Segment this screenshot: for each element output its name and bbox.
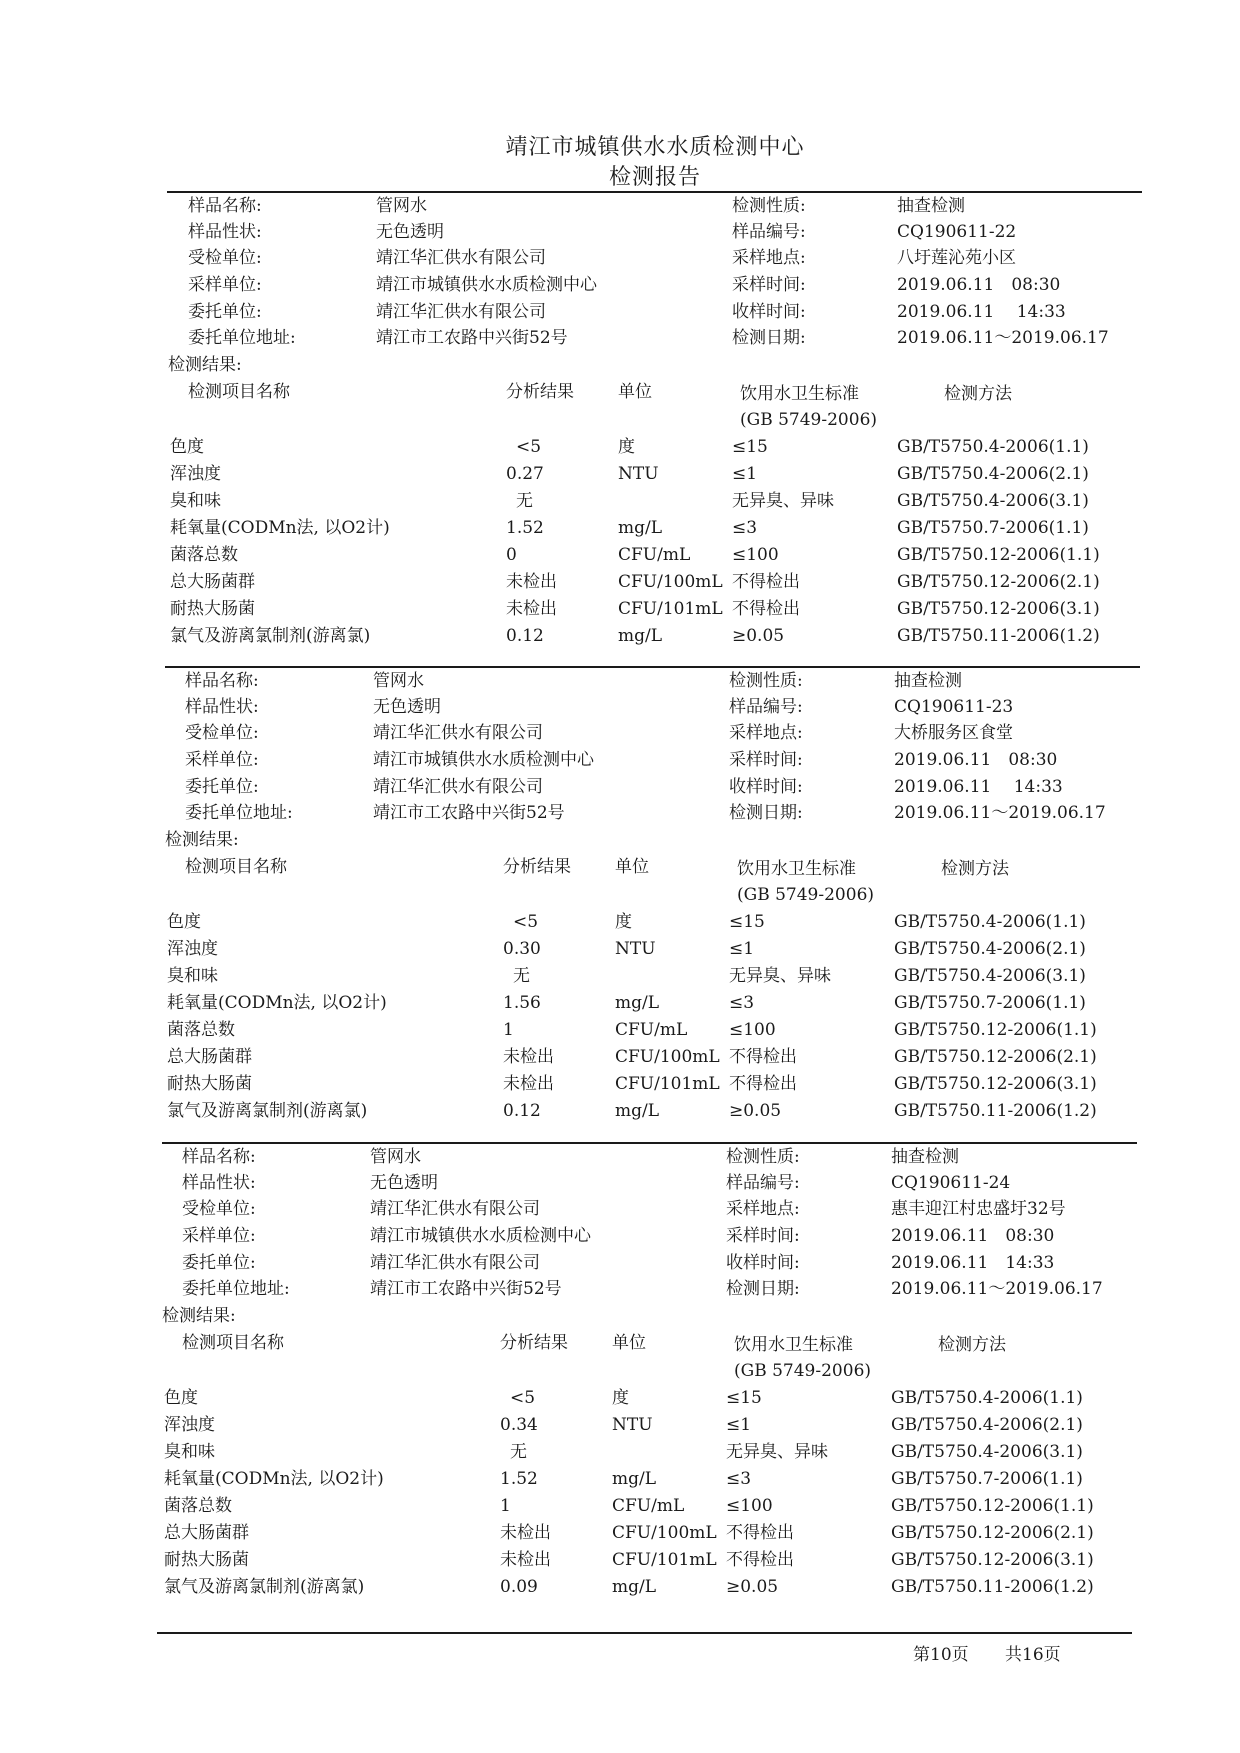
label-sample-name: 样品名称:: [188, 196, 262, 216]
value-client-unit: 靖江华汇供水有限公司: [370, 1253, 540, 1273]
row-unit: CFU/100mL: [615, 1047, 720, 1067]
row-item: 菌落总数: [164, 1496, 232, 1516]
label-sampling-site: 采样地点:: [726, 1199, 800, 1219]
label-client-address: 委托单位地址:: [185, 803, 293, 823]
col-header-item: 检测项目名称: [185, 857, 287, 877]
row-item: 浑浊度: [170, 464, 221, 484]
row-result: 0.09: [500, 1577, 538, 1597]
value-client-unit: 靖江华汇供水有限公司: [373, 777, 543, 797]
row-method: GB/T5750.4-2006(1.1): [891, 1388, 1083, 1408]
row-standard: ≤100: [732, 545, 779, 565]
label-client-address: 委托单位地址:: [188, 328, 296, 348]
row-unit: mg/L: [618, 518, 663, 538]
row-standard: 不得检出: [732, 572, 800, 592]
value-sampling-time: 2019.06.11 08:30: [891, 1226, 1055, 1246]
row-unit: NTU: [618, 464, 659, 484]
value-inspected-unit: 靖江华汇供水有限公司: [370, 1199, 540, 1219]
row-method: GB/T5750.12-2006(2.1): [894, 1047, 1097, 1067]
row-result: <5: [513, 912, 539, 932]
row-method: GB/T5750.7-2006(1.1): [891, 1469, 1083, 1489]
row-method: GB/T5750.12-2006(1.1): [897, 545, 1100, 565]
row-unit: CFU/101mL: [615, 1074, 720, 1094]
row-result: 1: [503, 1020, 514, 1040]
label-test-date: 检测日期:: [732, 328, 806, 348]
col-header-result: 分析结果: [500, 1333, 568, 1353]
row-standard: 不得检出: [726, 1523, 794, 1543]
row-method: GB/T5750.4-2006(2.1): [894, 939, 1086, 959]
row-method: GB/T5750.4-2006(2.1): [897, 464, 1089, 484]
row-standard: ≤3: [732, 518, 758, 538]
col-header-unit: 单位: [618, 382, 652, 402]
row-item: 总大肠菌群: [164, 1523, 249, 1543]
sample-section-1: [0, 0, 1240, 646]
value-sample-no: CQ190611-23: [894, 697, 1014, 717]
row-unit: 度: [618, 437, 635, 457]
row-standard: ≤3: [726, 1469, 752, 1489]
label-sample-state: 样品性状:: [182, 1173, 256, 1193]
row-standard: 无异臭、异味: [732, 491, 834, 511]
label-client-unit: 委托单位:: [182, 1253, 256, 1273]
col-header-standard: 饮用水卫生标准: [740, 384, 859, 404]
row-unit: CFU/mL: [612, 1496, 685, 1516]
row-standard: ≥0.05: [726, 1577, 779, 1597]
row-item: 耗氧量(CODMn法, 以O2计): [167, 993, 387, 1013]
row-method: GB/T5750.4-2006(2.1): [891, 1415, 1083, 1435]
col-header-standard-code: (GB 5749-2006): [740, 410, 878, 430]
label-client-address: 委托单位地址:: [182, 1279, 290, 1299]
label-sampling-site: 采样地点:: [729, 723, 803, 743]
label-inspected-unit: 受检单位:: [182, 1199, 256, 1219]
org-title: 靖江市城镇供水水质检测中心: [505, 135, 805, 160]
row-result: <5: [516, 437, 542, 457]
row-result: 未检出: [506, 599, 557, 619]
label-sample-state: 样品性状:: [188, 222, 262, 242]
row-item: 总大肠菌群: [167, 1047, 252, 1067]
row-standard: ≤15: [732, 437, 768, 457]
row-standard: ≥0.05: [729, 1101, 782, 1121]
col-header-method: 检测方法: [938, 1335, 1006, 1355]
row-item: 臭和味: [164, 1442, 215, 1462]
row-unit: CFU/100mL: [618, 572, 723, 592]
row-standard: ≥0.05: [732, 626, 785, 646]
label-sampling-unit: 采样单位:: [188, 275, 262, 295]
row-method: GB/T5750.12-2006(3.1): [894, 1074, 1097, 1094]
row-result: 0.30: [503, 939, 541, 959]
label-sample-no: 样品编号:: [732, 222, 806, 242]
sample-section-2: [0, 475, 1237, 1121]
row-item: 耐热大肠菌: [170, 599, 255, 619]
row-item: 总大肠菌群: [170, 572, 255, 592]
value-state: 无色透明: [376, 222, 444, 242]
row-result: 未检出: [500, 1550, 551, 1570]
col-header-result: 分析结果: [503, 857, 571, 877]
row-unit: CFU/mL: [618, 545, 691, 565]
row-result: 1.52: [506, 518, 544, 538]
label-sampling-unit: 采样单位:: [185, 750, 259, 770]
label-sample-name: 样品名称:: [182, 1147, 256, 1167]
row-method: GB/T5750.4-2006(3.1): [891, 1442, 1083, 1462]
value-sampling-time: 2019.06.11 08:30: [897, 275, 1061, 295]
value-client-address: 靖江市工农路中兴街52号: [373, 803, 565, 823]
col-header-result: 分析结果: [506, 382, 574, 402]
value-test-date: 2019.06.11～2019.06.17: [894, 803, 1106, 823]
value-nature: 抽查检测: [894, 671, 962, 691]
bottom-rule: [157, 1632, 1132, 1634]
col-header-standard: 饮用水卫生标准: [734, 1335, 853, 1355]
row-result: 无: [510, 1442, 527, 1462]
value-receipt-time: 2019.06.11 14:33: [897, 302, 1066, 322]
row-standard: ≤100: [729, 1020, 776, 1040]
label-sample-name: 样品名称:: [185, 671, 259, 691]
label-nature: 检测性质:: [729, 671, 803, 691]
col-header-unit: 单位: [612, 1333, 646, 1353]
row-item: 臭和味: [167, 966, 218, 986]
row-result: 0.12: [503, 1101, 541, 1121]
value-site: 惠丰迎江村忠盛圩32号: [891, 1199, 1066, 1219]
row-method: GB/T5750.4-2006(3.1): [894, 966, 1086, 986]
row-unit: CFU/101mL: [612, 1550, 717, 1570]
value-sample-no: CQ190611-24: [891, 1173, 1011, 1193]
value-receipt-time: 2019.06.11 14:33: [894, 777, 1063, 797]
value-test-date: 2019.06.11～2019.06.17: [897, 328, 1109, 348]
value-inspected-unit: 靖江华汇供水有限公司: [373, 723, 543, 743]
report-title: 检测报告: [608, 165, 701, 190]
results-label: 检测结果:: [162, 1306, 236, 1326]
row-unit: NTU: [615, 939, 656, 959]
row-result: 未检出: [500, 1523, 551, 1543]
value-site: 八圩莲沁苑小区: [897, 248, 1016, 268]
row-result: 无: [516, 491, 533, 511]
row-item: 氯气及游离氯制剂(游离氯): [170, 626, 371, 646]
value-name: 管网水: [370, 1147, 421, 1167]
row-result: 0.12: [506, 626, 544, 646]
row-method: GB/T5750.4-2006(3.1): [897, 491, 1089, 511]
row-standard: ≤15: [729, 912, 765, 932]
row-standard: ≤100: [726, 1496, 773, 1516]
row-method: GB/T5750.12-2006(3.1): [897, 599, 1100, 619]
col-header-method: 检测方法: [944, 384, 1012, 404]
value-inspected-unit: 靖江华汇供水有限公司: [376, 248, 546, 268]
value-sampling-time: 2019.06.11 08:30: [894, 750, 1058, 770]
row-standard: ≤1: [726, 1415, 752, 1435]
row-item: 色度: [170, 437, 204, 457]
row-item: 耐热大肠菌: [167, 1074, 252, 1094]
row-method: GB/T5750.11-2006(1.2): [894, 1101, 1097, 1121]
value-receipt-time: 2019.06.11 14:33: [891, 1253, 1055, 1273]
row-unit: CFU/100mL: [612, 1523, 717, 1543]
label-sampling-unit: 采样单位:: [182, 1226, 256, 1246]
value-nature: 抽查检测: [897, 196, 965, 216]
col-header-standard-code: (GB 5749-2006): [737, 885, 875, 905]
row-item: 色度: [164, 1388, 198, 1408]
value-site: 大桥服务区食堂: [894, 723, 1013, 743]
row-unit: NTU: [612, 1415, 653, 1435]
label-sampling-time: 采样时间:: [729, 750, 803, 770]
row-result: 1: [500, 1496, 511, 1516]
page-number: 第10页: [913, 1645, 969, 1665]
row-standard: ≤15: [726, 1388, 762, 1408]
row-method: GB/T5750.11-2006(1.2): [897, 626, 1100, 646]
value-sampling-unit: 靖江市城镇供水水质检测中心: [373, 750, 594, 770]
row-unit: 度: [612, 1388, 629, 1408]
label-sample-state: 样品性状:: [185, 697, 259, 717]
row-unit: mg/L: [612, 1577, 657, 1597]
row-unit: CFU/101mL: [618, 599, 723, 619]
label-test-date: 检测日期:: [729, 803, 803, 823]
row-item: 色度: [167, 912, 201, 932]
label-sampling-time: 采样时间:: [732, 275, 806, 295]
row-standard: ≤1: [729, 939, 755, 959]
row-item: 耐热大肠菌: [164, 1550, 249, 1570]
row-result: 0: [506, 545, 517, 565]
row-unit: mg/L: [612, 1469, 657, 1489]
row-result: <5: [510, 1388, 536, 1408]
col-header-unit: 单位: [615, 857, 649, 877]
row-standard: ≤1: [732, 464, 758, 484]
sample-section-3: [0, 951, 1234, 1597]
value-client-address: 靖江市工农路中兴街52号: [376, 328, 568, 348]
label-sampling-time: 采样时间:: [726, 1226, 800, 1246]
row-method: GB/T5750.12-2006(3.1): [891, 1550, 1094, 1570]
row-standard: 无异臭、异味: [726, 1442, 828, 1462]
row-result: 0.27: [506, 464, 544, 484]
row-standard: 不得检出: [729, 1074, 797, 1094]
row-item: 臭和味: [170, 491, 221, 511]
col-header-method: 检测方法: [941, 859, 1009, 879]
label-inspected-unit: 受检单位:: [185, 723, 259, 743]
row-result: 未检出: [503, 1047, 554, 1067]
row-method: GB/T5750.4-2006(1.1): [894, 912, 1086, 932]
row-method: GB/T5750.7-2006(1.1): [897, 518, 1089, 538]
row-item: 浑浊度: [167, 939, 218, 959]
page-total: 共16页: [1005, 1645, 1061, 1665]
value-name: 管网水: [376, 196, 427, 216]
col-header-item: 检测项目名称: [188, 382, 290, 402]
label-receipt-time: 收样时间:: [732, 302, 806, 322]
row-unit: mg/L: [618, 626, 663, 646]
row-item: 菌落总数: [170, 545, 238, 565]
label-sampling-site: 采样地点:: [732, 248, 806, 268]
value-sample-no: CQ190611-22: [897, 222, 1017, 242]
value-sampling-unit: 靖江市城镇供水水质检测中心: [370, 1226, 591, 1246]
label-sample-no: 样品编号:: [726, 1173, 800, 1193]
row-standard: 不得检出: [729, 1047, 797, 1067]
label-sample-no: 样品编号:: [729, 697, 803, 717]
results-label: 检测结果:: [168, 355, 242, 375]
row-result: 1.56: [503, 993, 541, 1013]
row-result: 未检出: [503, 1074, 554, 1094]
row-method: GB/T5750.11-2006(1.2): [891, 1577, 1094, 1597]
row-result: 1.52: [500, 1469, 538, 1489]
row-item: 菌落总数: [167, 1020, 235, 1040]
row-standard: ≤3: [729, 993, 755, 1013]
label-receipt-time: 收样时间:: [726, 1253, 800, 1273]
col-header-standard: 饮用水卫生标准: [737, 859, 856, 879]
row-item: 耗氧量(CODMn法, 以O2计): [170, 518, 390, 538]
row-unit: mg/L: [615, 993, 660, 1013]
col-header-standard-code: (GB 5749-2006): [734, 1361, 872, 1381]
label-client-unit: 委托单位:: [185, 777, 259, 797]
row-method: GB/T5750.12-2006(2.1): [891, 1523, 1094, 1543]
row-result: 0.34: [500, 1415, 538, 1435]
value-client-unit: 靖江华汇供水有限公司: [376, 302, 546, 322]
value-client-address: 靖江市工农路中兴街52号: [370, 1279, 562, 1299]
row-item: 氯气及游离氯制剂(游离氯): [164, 1577, 365, 1597]
row-standard: 不得检出: [726, 1550, 794, 1570]
row-method: GB/T5750.4-2006(1.1): [897, 437, 1089, 457]
label-inspected-unit: 受检单位:: [188, 248, 262, 268]
row-item: 氯气及游离氯制剂(游离氯): [167, 1101, 368, 1121]
row-unit: mg/L: [615, 1101, 660, 1121]
label-receipt-time: 收样时间:: [729, 777, 803, 797]
row-standard: 不得检出: [732, 599, 800, 619]
row-method: GB/T5750.7-2006(1.1): [894, 993, 1086, 1013]
value-state: 无色透明: [373, 697, 441, 717]
label-client-unit: 委托单位:: [188, 302, 262, 322]
value-state: 无色透明: [370, 1173, 438, 1193]
label-test-date: 检测日期:: [726, 1279, 800, 1299]
results-label: 检测结果:: [165, 830, 239, 850]
row-item: 耗氧量(CODMn法, 以O2计): [164, 1469, 384, 1489]
row-method: GB/T5750.12-2006(1.1): [894, 1020, 1097, 1040]
row-standard: 无异臭、异味: [729, 966, 831, 986]
row-unit: CFU/mL: [615, 1020, 688, 1040]
value-sampling-unit: 靖江市城镇供水水质检测中心: [376, 275, 597, 295]
row-method: GB/T5750.12-2006(2.1): [897, 572, 1100, 592]
row-unit: 度: [615, 912, 632, 932]
row-item: 浑浊度: [164, 1415, 215, 1435]
row-result: 未检出: [506, 572, 557, 592]
label-nature: 检测性质:: [732, 196, 806, 216]
value-nature: 抽查检测: [891, 1147, 959, 1167]
row-method: GB/T5750.12-2006(1.1): [891, 1496, 1094, 1516]
row-result: 无: [513, 966, 530, 986]
label-nature: 检测性质:: [726, 1147, 800, 1167]
value-name: 管网水: [373, 671, 424, 691]
col-header-item: 检测项目名称: [182, 1333, 284, 1353]
value-test-date: 2019.06.11～2019.06.17: [891, 1279, 1103, 1299]
